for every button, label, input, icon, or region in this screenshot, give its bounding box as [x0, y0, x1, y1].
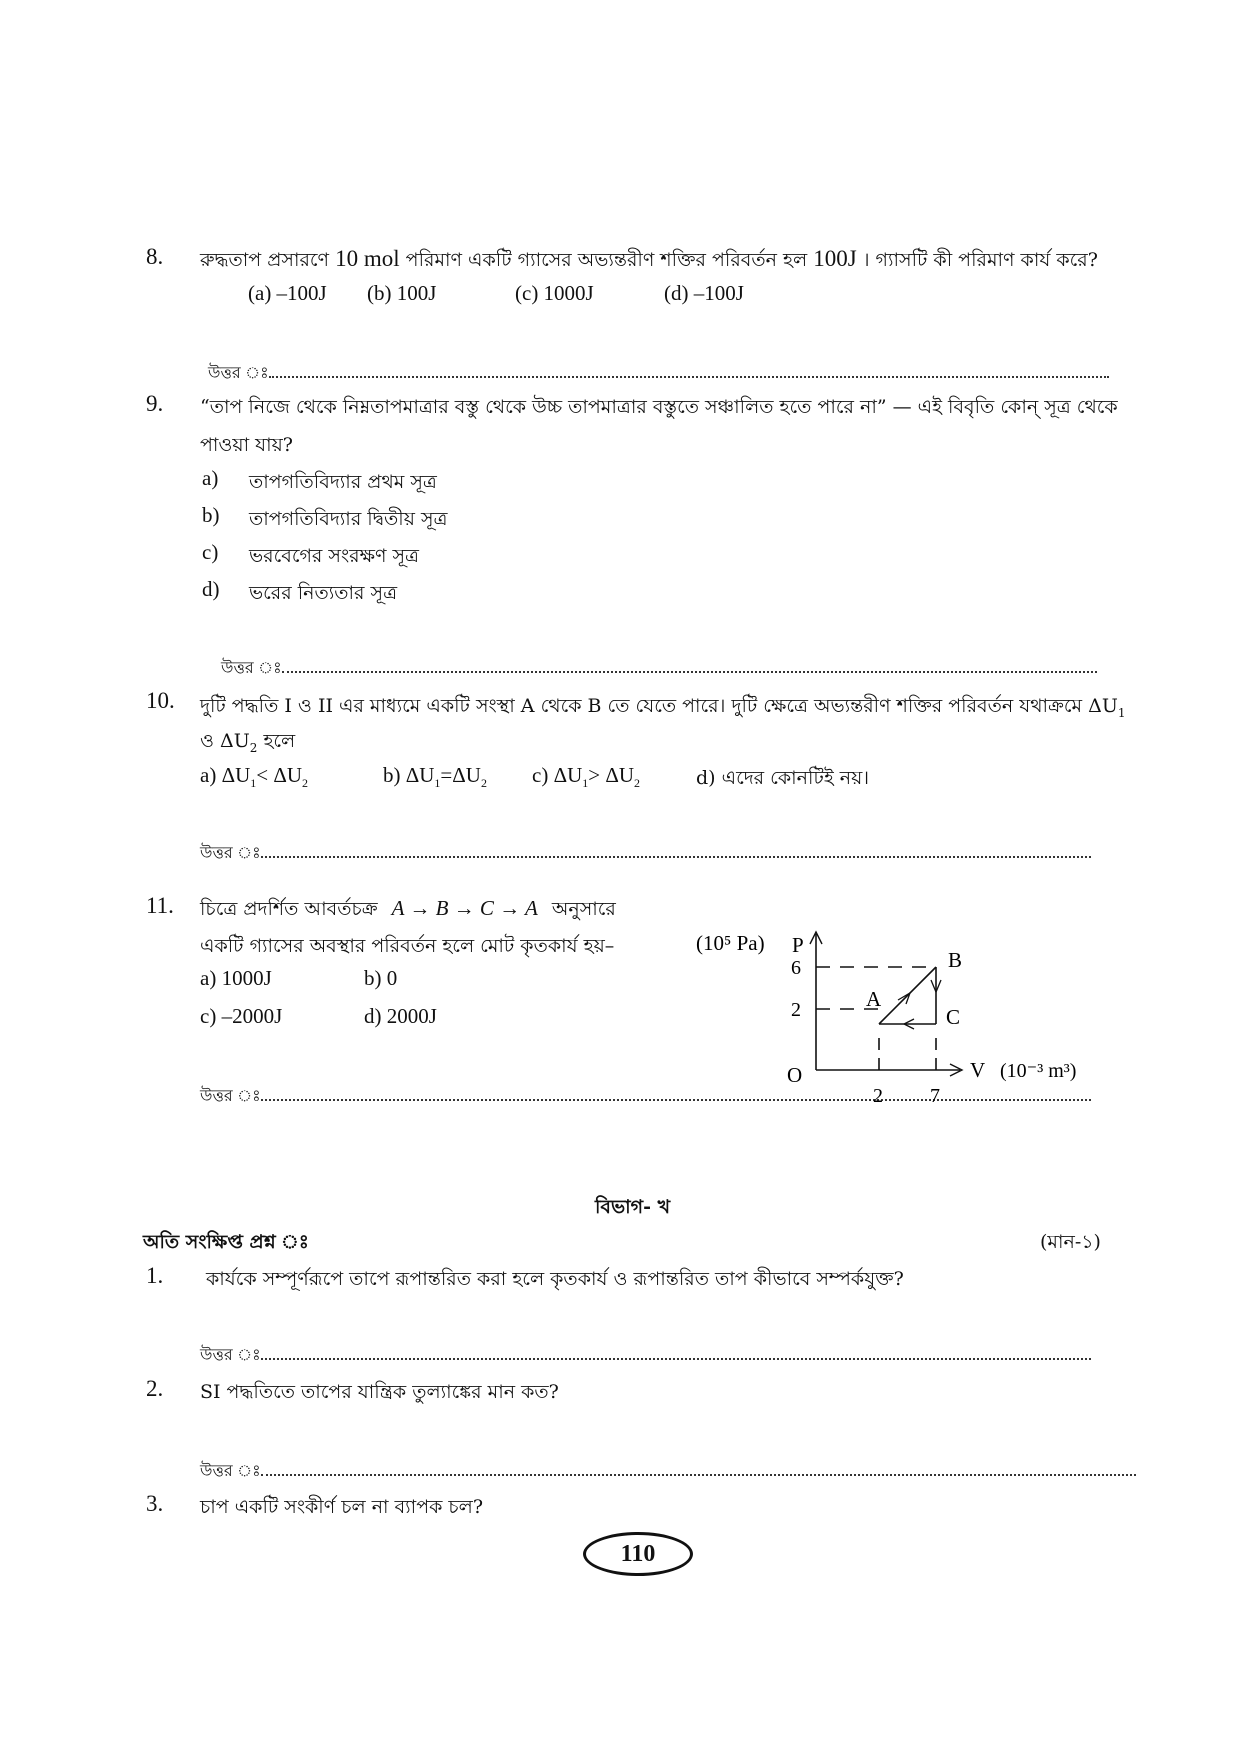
q9-option-a-label: a) [202, 466, 219, 490]
q11-option-b: b) 0 [364, 966, 398, 990]
kha-q1-answer-line: উত্তর ঃ [200, 1342, 1091, 1369]
q11-option-c: c) –2000J [200, 1004, 283, 1028]
q9-number: 9. [146, 391, 164, 416]
q11-answer-line: উত্তর ঃ [200, 1083, 1091, 1110]
y-tick-2: 2 [791, 999, 801, 1021]
q10-option-c: c) $\Delta U_1> \Delta U_2$ [532, 763, 640, 791]
q8-option-b: (b) 100J [367, 281, 437, 305]
q10-number: 10. [146, 688, 175, 713]
q9-option-c-label: c) [202, 540, 219, 564]
p-axis-label: P [792, 933, 804, 957]
origin-label: O [787, 1063, 803, 1087]
q11-option-a: a) 1000J [200, 966, 272, 990]
q10-text-line1: দুটি পদ্ধতি I ও II এর মাধ্যমে একটি সংস্থা A থেকে B তে যেতে পারে। দুটি ক্ষেত্রে অভ্যন্তরীণ শক্তির পরিবর্তন যথাক্রমে $\Delta U_1$ [200, 695, 1126, 720]
q11-option-d: d) 2000J [364, 1004, 437, 1028]
section-marks: (মান-১) [1040, 1231, 1101, 1253]
q9-option-c-text: ভরবেগের সংরক্ষণ সূত্র [249, 545, 420, 567]
q10-answer-line: উত্তর ঃ [200, 840, 1091, 867]
q8-answer-line: উত্তর ঃ [208, 360, 1109, 387]
q8-option-a: (a) –100J [248, 281, 327, 305]
section-title: বিভাগ- খ [595, 1196, 671, 1218]
q10-text-line2: ও $\Delta U_2$ হলে [200, 730, 296, 755]
kha-q1-number: 1. [146, 1263, 164, 1288]
kha-q2-number: 2. [146, 1376, 164, 1401]
q9-answer-line: উত্তর ঃ [221, 655, 1097, 682]
y-tick-6: 6 [791, 957, 801, 979]
x-tick-2: 2 [873, 1085, 883, 1107]
q8-number: 8. [146, 244, 164, 269]
kha-q2-text: SI পদ্ধতিতে তাপের যান্ত্রিক তুল্যাঙ্কের মান কত? [200, 1381, 559, 1403]
q8-option-c: (c) 1000J [515, 281, 594, 305]
q10-option-b: b) $\Delta U_1=\Delta U_2$ [383, 763, 487, 791]
p-unit-label: (10⁵ Pa) [696, 931, 765, 955]
q9-text-line1: “তাপ নিজে থেকে নিম্নতাপমাত্রার বস্তু থেকে উচ্চ তাপমাত্রার বস্তুতে সঞ্চালিত হতে পারে না” — এই বিবৃতি কোন্ সূত্র থেকে [200, 396, 1118, 418]
x-tick-7: 7 [930, 1085, 940, 1107]
q9-option-b-text: তাপগতিবিদ্যার দ্বিতীয় সূত্র [249, 508, 448, 530]
q9-option-d-label: d) [202, 577, 220, 601]
kha-q2-answer-line: উত্তর ঃ [200, 1458, 1136, 1485]
point-a-label: A [866, 987, 882, 1011]
section-subtitle: অতি সংক্ষিপ্ত প্রশ্ন ঃ [143, 1231, 309, 1253]
q11-text-line1: চিত্রে প্রদর্শিত আবর্তচক্র A → B → C → A অনুসারে [200, 896, 616, 920]
path-a-to-b [879, 967, 936, 1024]
kha-q3-text: চাপ একটি সংকীর্ণ চল না ব্যাপক চল? [200, 1496, 484, 1518]
q8-text: রুদ্ধতাপ প্রসারণে 10 mol পরিমাণ একটি গ্যাসের অভ্যন্তরীণ শক্তির পরিবর্তন হল 100J । গ্যাসটি কী পরিমাণ কার্য করে? [200, 246, 1098, 271]
v-unit-label: (10⁻³ m³) [1000, 1060, 1077, 1082]
q10-option-a: a) $\Delta U_1< \Delta U_2$ [200, 763, 308, 791]
kha-q3-number: 3. [146, 1491, 164, 1516]
point-c-label: C [946, 1005, 961, 1029]
q11-number: 11. [146, 893, 174, 918]
q9-option-b-label: b) [202, 503, 220, 527]
page-number: 110 [583, 1532, 693, 1576]
q11-text-line2: একটি গ্যাসের অবস্থার পরিবর্তন হলে মোট কৃতকার্য হয়– [200, 935, 615, 957]
v-axis-label: V [970, 1058, 986, 1082]
q9-option-d-text: ভরের নিত্যতার সূত্র [249, 582, 398, 604]
q8-option-d: (d) –100J [664, 281, 744, 305]
q9-text-line2: পাওয়া যায়? [200, 434, 293, 456]
pv-cycle-diagram [680, 920, 1120, 1120]
q10-option-d: d) এদের কোনটিই নয়। [696, 767, 870, 789]
kha-q1-text: কার্যকে সম্পূর্ণরূপে তাপে রূপান্তরিত করা হলে কৃতকার্য ও রূপান্তরিত তাপ কীভাবে সম্পর্কযুক্ত? [206, 1268, 904, 1290]
q9-option-a-text: তাপগতিবিদ্যার প্রথম সূত্র [249, 471, 437, 493]
point-b-label: B [948, 948, 963, 972]
